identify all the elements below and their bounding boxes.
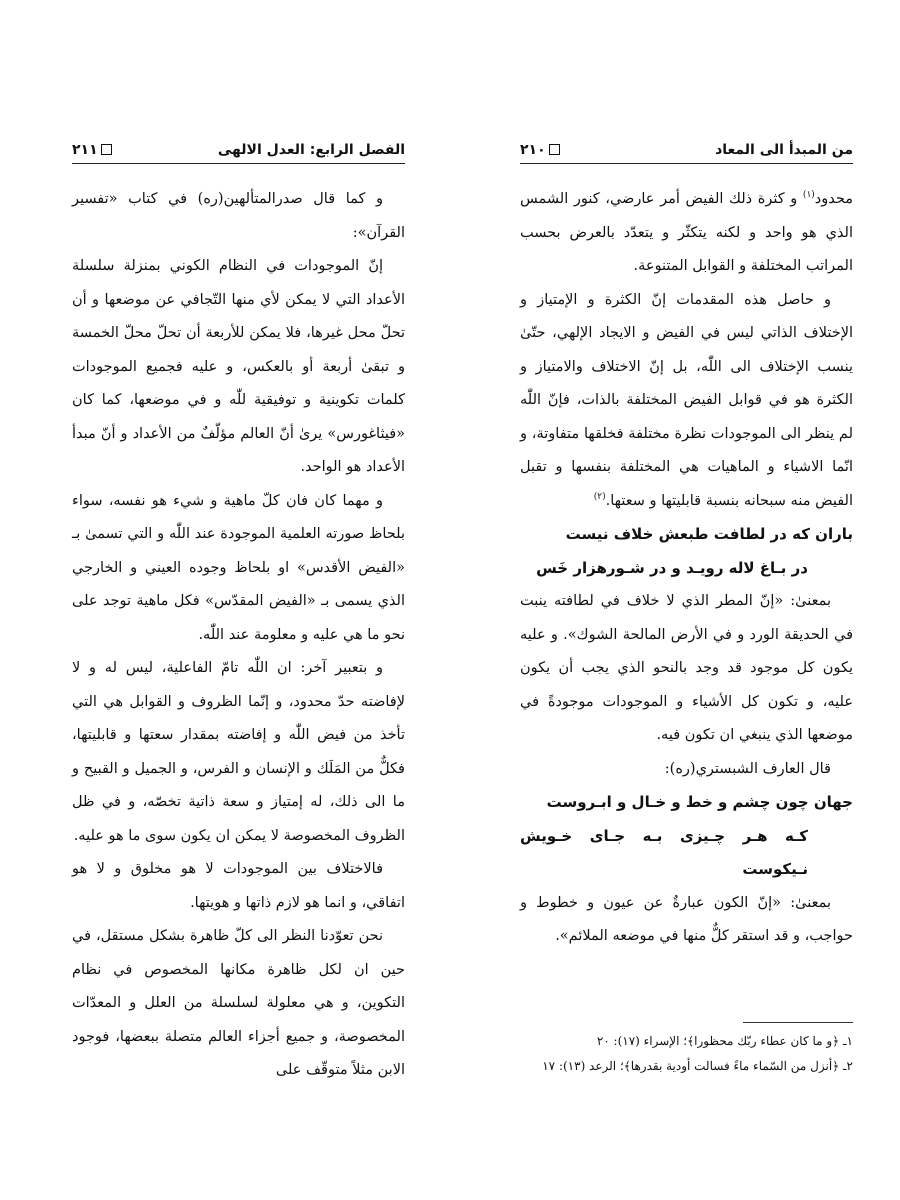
footnote-ref[interactable]: (۱) [802,190,815,201]
paragraph-text: و حاصل هذه المقدمات إنّ الكثرة و الإمتياز و الإختلاف الذاتي ليس في الفيض و الايجاد الإلهي، حتّىٰ ينسب الإختلاف الى اللّٰه، بل إنّ الاختلاف والامتياز و الكثرة هو في قوابل الفيض المختلفة بالذات، فإنّ اللّٰه لم ينظر الى الموجودات نظرة مختلفة فخلقها متفاوتة، و انّما الاشياء و الماهيات هي المختلفة بنفسها و تقبل الفيض منه سبحانه بنسبة قابليتها و سعتها. [520,291,853,509]
paragraph: نحن تعوّدنا النظر الى كلّ ظاهرة بشكل مستقل، في حين ان لكل ظاهرة مكانها المخصوص في نظام التكوين، و هي معلولة لسلسلة من العلل و المعدّات المخصوصة، و جميع أجزاء العالم متصلة ببعضها، فوجود الابن مثلاً متوقّف على [72,928,405,1078]
chapter-title: الفصل الرابع: العدل الالهی [217,141,405,158]
verse-line: در بـاغ لاله رويـد و در شـورهزار خَس [536,558,808,577]
square-icon [549,144,560,155]
page-header [520,136,853,164]
paragraph: بمعنىٰ: «إنّ الكون عبارةٌ عن عيون و خطوط و حواجب، و قد استقر كلٌّ منها في موضعه الملائم». [520,894,853,944]
paragraph: إنّ الموجودات في النظام الكوني بمنزلة سلسلة الأعداد التي لا يمكن لأي منها التّجافي عن موضعها و أن تحلّ محل غيرها، فلا يمكن للأربعة أن تحلّ محلّ الخمسة و تبقىٰ أربعة أو بالعكس، و عليه فجميع الموجودات كلمات تكوينية و توفيقية للّٰه و في موضعها، كما كان «فيثاغورس» يرىٰ أنّ العالم مؤلّفٌ من الأعداد و أنّ مبدأ الأعداد هو الواحد. [72,258,405,475]
paragraph: قال العارف الشبستري(ره): [664,760,831,777]
footnote: ۲ـ ﴿أنزل من السّماء ماءً فسالت أودية بقدرها﴾؛ الرعد (۱۳): ۱۷ [542,1059,853,1073]
verse-line: جهان چون چشم و خط و خـال و ابـروست [546,793,853,811]
paragraph-start: محدود [814,191,853,207]
book-title: من المبدأ الى المعاد [715,141,853,158]
verse-line: كـه هـر چـيزى بـه جـاى خـويش نـيكوست [520,826,808,878]
page-header [72,136,405,164]
paragraph: و كما قال صدرالمتألهين(ره) في كتاب «تفسير القرآن»: [72,191,405,241]
paragraph: فالاختلاف بين الموجودات لا هو مخلوق و لا هو اتفاقي، و انما هو لازم ذاتها و هويتها. [72,861,405,911]
right-page [450,0,900,1200]
page-number-group [520,142,560,158]
page-number: ۲۱۱ [72,141,98,158]
footnote-ref[interactable]: (۲) [593,491,606,502]
paragraph-rest: و كثرة ذلك الفيض أمر عارضي، كنور الشمس الذي هو واحد و لكنه يتكثّر و يتعدّد بالعرض بحسب المراتب المختلفة و القوابل المتنوعة. [520,191,853,274]
page-body [72,183,405,1088]
page-number: ۲۱۰ [520,141,546,158]
paragraph [520,183,853,284]
paragraph [520,284,853,519]
verse-line: باران كه در لطافت طبعش خلاف نيست [565,525,853,543]
page-body [520,183,853,954]
page-number-group [72,142,112,158]
footnote-divider [743,1022,853,1023]
paragraph: بمعنىٰ: «إنّ المطر الذي لا خلاف في لطافته ينبت في الحديقة الورد و في الأرض المالحة الشوك». و عليه يكون كل موجود قد وجد بالنحو الذي يجب أن يكون عليه، و تكون كل الأشياء و الموجودات موجودةً في موضعها الذي ينبغي ان تكون فيه. [520,593,853,743]
square-icon [101,144,112,155]
footnote: ۱ـ ﴿و ما كان عطاء ربّك محظورا﴾؛ الإسراء (۱۷): ۲۰ [596,1034,853,1048]
footnotes [520,1022,853,1079]
paragraph: و بتعبير آخر: ان اللّٰه تامّ الفاعلية، ليس له و لا لإفاضته حدّ محدود، و إنّما الظروف و القوابل هي التي تأخذ من فيض اللّٰه و إفاضته بمقدار سعتها و قابليتها، فكلٌّ من المَلَك و الإنسان و الفرس، و الجميل و القبيح و ما الى ذلك، له إمتياز و سعة ذاتية تخصّه، و في ظل الظروف المخصوصة لا يمكن ان يكون سوى ما هو عليه. [72,660,405,844]
paragraph: و مهما كان فان كلّ ماهية و شيء هو نفسه، سواء بلحاظ صورته العلمية الموجودة عند اللّٰه و التي تسمىٰ بـ «الفيض الأقدس» او بلحاظ وجوده العيني و الخارجي الذي يسمى بـ «الفيض المقدّس» فكل ماهية توجد على نحو ما هي عليه و معلومة عند اللّٰه. [72,492,405,643]
